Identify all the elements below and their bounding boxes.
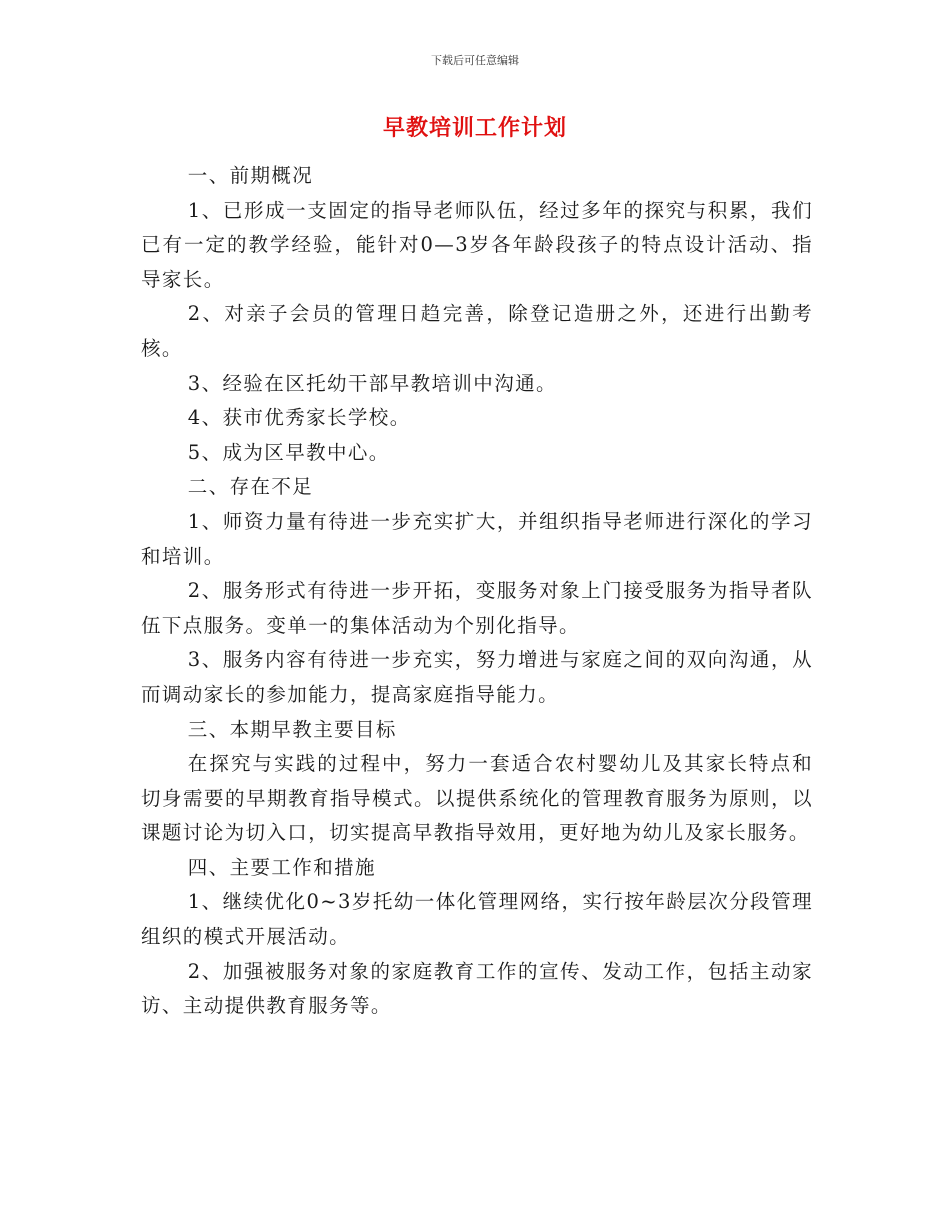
paragraph: 1、已形成一支固定的指导老师队伍，经过多年的探究与积累，我们已有一定的教学经验，能针对0—3岁各年龄段孩子的特点设计活动、指导家长。 <box>141 198 813 291</box>
paragraph: 3、服务内容有待进一步充实，努力增进与家庭之间的双向沟通，从而调动家长的参加能力，提高家庭指导能力。 <box>141 648 813 706</box>
document-body <box>141 159 813 1024</box>
paragraph: 4、获市优秀家长学校。 <box>187 406 411 430</box>
section-heading-goals: 三、本期早教主要目标 <box>187 717 397 741</box>
paragraph: 2、对亲子会员的管理日趋完善，除登记造册之外，还进行出勤考核。 <box>141 302 813 360</box>
header-note: 下载后可任意编辑 <box>431 54 519 67</box>
section-heading-shortcomings: 二、存在不足 <box>187 475 314 499</box>
paragraph: 5、成为区早教中心。 <box>187 440 390 464</box>
paragraph: 2、服务形式有待进一步开拓，变服务对象上门接受服务为指导者队伍下点服务。变单一的集体活动为个别化指导。 <box>141 579 813 637</box>
section-heading-overview: 一、前期概况 <box>187 164 314 187</box>
paragraph: 1、继续优化0~3岁托幼一体化管理网络，实行按年龄层次分段管理组织的模式开展活动。 <box>141 890 813 949</box>
paragraph: 3、经验在区托幼干部早教培训中沟通。 <box>187 371 557 395</box>
paragraph: 在探究与实践的过程中，努力一套适合农村婴幼儿及其家长特点和切身需要的早期教育指导模式。以提供系统化的管理教育服务为原则，以课题讨论为切入口，切实提高早教指导效用，更好地为幼儿及家长服务。 <box>141 752 813 845</box>
paragraph: 2、加强被服务对象的家庭教育工作的宣传、发动工作，包括主动家访、主动提供教育服务等。 <box>141 959 813 1018</box>
paragraph: 1、师资力量有待进一步充实扩大，并组织指导老师进行深化的学习和培训。 <box>141 509 813 568</box>
document-title: 早教培训工作计划 <box>382 115 567 141</box>
section-heading-measures: 四、主要工作和措施 <box>187 855 376 879</box>
